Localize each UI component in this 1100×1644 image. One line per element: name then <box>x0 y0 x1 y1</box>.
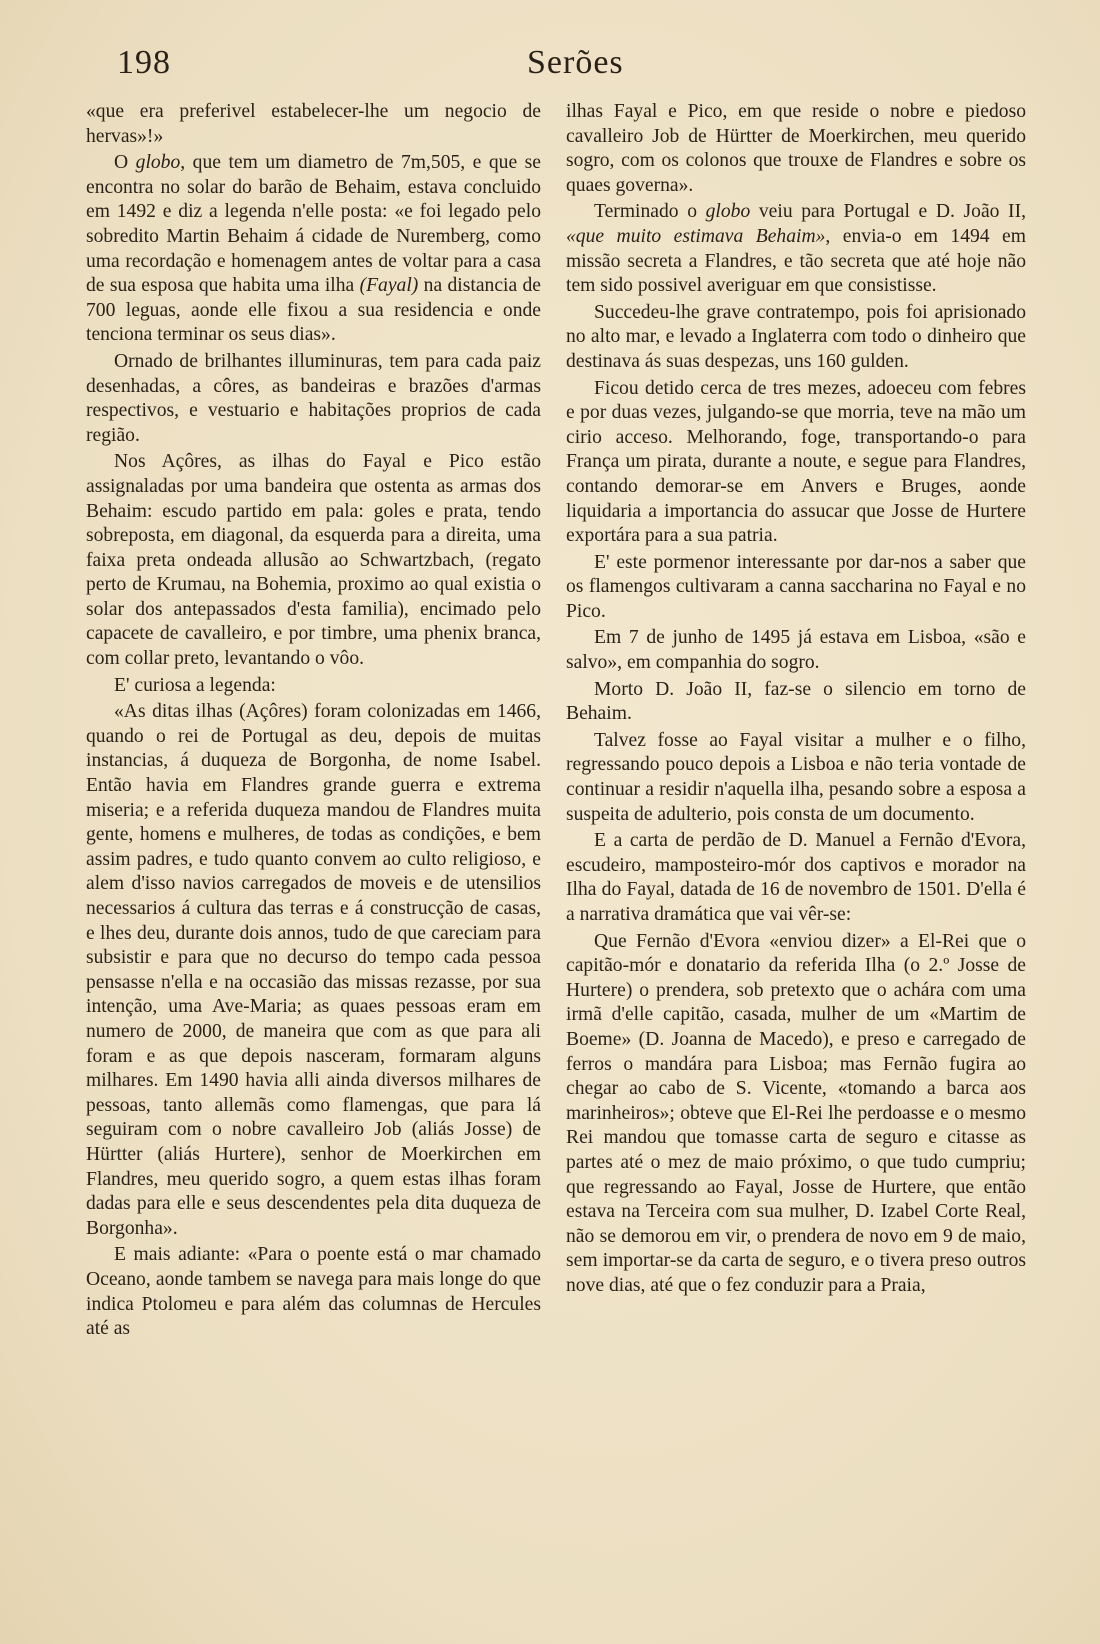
paragraph: Em 7 de junho de 1495 já estava em Lisboa, «são e salvo», em companhia do sogro. <box>566 627 1026 674</box>
paragraph: Nos Açôres, as ilhas do Fayal e Pico estão assignaladas por uma bandeira que ostenta as armas dos Behaim: escudo partido em pala: goles e prata, tendo sobreposta, em diagonal, da esquerda para a direita, uma faixa preta ondeada allusão ao Schwartzbach, (regato perto de Krumau, na Bohemia, proximo ao qual existia o solar dos antepassados d'esta familia), encimado pelo capacete de cavalleiro, e por timbre, uma phenix branca, com collar preto, levantando o vôo. <box>86 451 541 670</box>
text-run: veiu para Portugal e D. João II, <box>750 201 1027 223</box>
right-column <box>566 100 1026 1301</box>
text-run: O <box>114 152 136 174</box>
paragraph: Ficou detido cerca de tres mezes, adoeceu com febres e por duas vezes, julgando-se que morria, teve na mão um cirio acceso. Melhorando, foge, transportando-o para França um pirata, durante a noute, e segue para Flandres, contando demorar-se em Anvers e Bruges, aonde liquidaria a importancia do assucar que Josse de Hurtere exportára para a sua patria. <box>566 377 1026 547</box>
text-run: , que tem um diametro de 7m,505, e que se encontra no solar do barão de Behaim, estava concluido em 1492 e diz a legenda n'elle posta: «e foi legado pelo sobredito Martin Behaim á cidade de Nuremberg, como uma recordação e homenagem antes de voltar para a casa de sua esposa que habita uma ilha <box>86 152 541 297</box>
running-title: Serões <box>527 44 624 81</box>
italic-term: globo <box>135 152 181 174</box>
italic-quote: «que muito estimava Behaim» <box>566 225 826 247</box>
paragraph: Talvez fosse ao Fayal visitar a mulher e o filho, regressando pouco depois a Lisboa e não teria vontade de continuar a residir n'aquella ilha, pesando sobre a esposa a suspeita de adulterio, pois consta de um documento. <box>566 729 1026 825</box>
italic-term: (Fayal) <box>359 275 419 297</box>
paragraph: E a carta de perdão de D. Manuel a Fernão d'Evora, escudeiro, mamposteiro-mór dos captivos e morador na Ilha do Fayal, datada de 16 de novembro de 1501. D'ella é a narrativa dramática que vai vêr-se: <box>566 830 1026 925</box>
paragraph: «As ditas ilhas (Açôres) foram colonizadas em 1466, quando o rei de Portugal as deu, depois de muitas instancias, á duqueza de Borgonha, de nome Isabel. Então havia em Flandres grande guerra e extrema miseria; e a referida duqueza mandou de Flandres muita gente, homens e mulheres, de todas as condições, e bem assim padres, e tudo quanto convem ao culto religioso, e alem d'isso navios carregados de moveis e de utensilios necessarios á cultura das terras e á construcção de casas, e lhes deu, durante dois annos, tudo de que careciam para subsistir e para que no decurso do tempo cada pessoa pensasse n'ella e na occasião das missas rezasse, por sua intenção, uma Ave-Maria; as quaes pessoas eram em numero de 2000, de maneira que com as que para ali foram e as que depois nasceram, formaram alguns milhares. Em 1490 havia alli ainda diversos milhares de pessoas, tanto allemãs como flamengas, que para lá seguiram com o nobre cavalleiro Job (aliás Josse) de Hürtter (aliás Hurtere), senhor de Moerkirchen em Flandres, meu querido sogro, a quem estas ilhas foram dadas para elle e seus descendentes pela dita duqueza de Borgonha». <box>86 701 541 1239</box>
left-column <box>86 100 541 1344</box>
italic-term: globo <box>705 201 751 223</box>
paragraph: E' curiosa a legenda: <box>114 674 276 696</box>
text-run: Terminado o <box>594 201 706 223</box>
page-number: 198 <box>117 44 171 81</box>
paragraph <box>86 151 541 348</box>
paragraph <box>566 200 1026 298</box>
text-run: na distancia de 700 leguas, aonde elle fixou a sua residencia e onde tenciona terminar os seus dias». <box>86 275 541 346</box>
paragraph: E' este pormenor interessante por dar-nos a saber que os flamengos cultivaram a canna saccharina no Fayal e no Pico. <box>566 551 1026 622</box>
paragraph: Ornado de brilhantes illuminuras, tem para cada paiz desenhadas, a côres, as bandeiras e brazões d'armas respectivos, e vestuario e habitações proprios de cada região. <box>86 350 541 446</box>
paragraph: Que Fernão d'Evora «enviou dizer» a El-Rei que o capitão-mór e donatario da referida Ilha (o 2.º Josse de Hurtere) o prendera, sob pretexto que o achára com uma irmã d'elle capitão, casada, mulher de um «Martim de Boeme» (D. Joanna de Macedo), e preso e carregado de ferros o mandára para Lisboa; mas Fernão fugira ao chegar ao cabo de S. Vicente, «tomando a barca aos marinheiros»; obteve que El-Rei lhe perdoasse e o mesmo Rei mandou que tomasse carta de seguro e citasse as partes até o mez de maio próximo, o que tudo cumpriu; que regressando ao Fayal, Josse de Hurtere, que então estava na Terceira com sua mulher, D. Izabel Corte Real, não se demorou em vir, o prendera de novo em 9 de maio, sem importar-se da carta de seguro, e o tivera preso outros nove dias, até que o fez conduzir para a Praia, <box>566 930 1026 1296</box>
paragraph: «que era preferivel estabelecer-lhe um negocio de hervas»!» <box>86 101 541 147</box>
paragraph: E mais adiante: «Para o poente está o mar chamado Oceano, aonde tambem se navega para mais longe do que indica Ptolomeu e para além das columnas de Hercules até as <box>86 1244 541 1340</box>
paragraph: Morto D. João II, faz-se o silencio em torno de Behaim. <box>566 678 1026 725</box>
text-run: , envia-o em 1494 em missão secreta a Flandres, e tão secreta que até hoje não tem sido possivel averiguar em que consistisse. <box>566 225 1026 297</box>
paragraph: Succedeu-lhe grave contratempo, pois foi aprisionado no alto mar, e levado a Inglaterra com todo o dinheiro que destinava ás suas despezas, uns 160 gulden. <box>566 301 1026 372</box>
page-header <box>0 44 1100 94</box>
paragraph: ilhas Fayal e Pico, em que reside o nobre e piedoso cavalleiro Job de Hürtter de Moerkirchen, meu querido sogro, com os colonos que trouxe de Flandres e sobre os quaes governa». <box>566 101 1026 196</box>
